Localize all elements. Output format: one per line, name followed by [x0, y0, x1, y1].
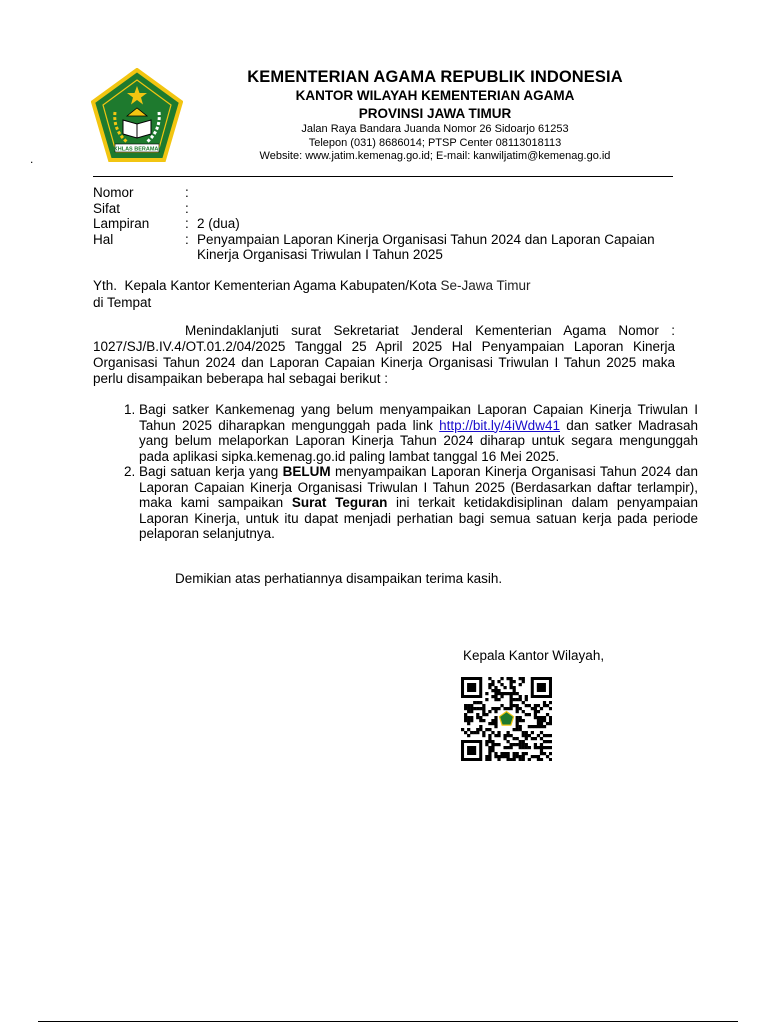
recipient-region: Se-Jawa Timur — [440, 278, 531, 293]
intro-paragraph: Menindaklanjuti surat Sekretariat Jenderal Kementerian Agama Nomor : 1027/SJ/B.IV.4/OT.01.2/04/2025 Tanggal 25 April 2025 Hal Penyampaian Laporan Kinerja Organisasi Tahun 2024 dan Laporan Capaian Kinerja Organisasi Triwulan I Tahun 2025 maka perlu disampaikan beberapa hal sebagai berikut : — [93, 323, 675, 386]
list-item: 2. Bagi satuan kerja yang BELUM menyampaikan Laporan Kinerja Organisasi Tahun 2024 dan Laporan Capaian Kinerja Organisasi Triwulan I Tahun 2025 (Berdasarkan daftar terlampir), maka kami sampaikan Surat Teguran ini terkait ketidakdisiplinan dalam penyampaian Laporan Kinerja, untuk itu dapat menjadi perhatian bagi semua satuan kerja pada periode pelaporan selanjutnya. — [139, 464, 698, 542]
upload-link[interactable]: http://bit.ly/4iWdw41 — [439, 417, 560, 433]
meta-sifat: Sifat : — [93, 200, 189, 216]
province-name: PROVINSI JAWA TIMUR — [358, 106, 512, 121]
margin-mark: . — [30, 152, 34, 166]
footer-divider — [38, 1021, 738, 1022]
signature-qr-code — [461, 677, 552, 761]
meta-nomor: Nomor : — [93, 185, 189, 200]
office-phone: Telepon (031) 8686014; PTSP Center 08113018113 — [308, 136, 562, 149]
office-web: Website: www.jatim.kemenag.go.id; E-mail: kanwiljatim@kemenag.go.id — [259, 150, 611, 162]
instruction-list — [116, 402, 698, 542]
logo-motto: IKHLAS BERAMAL — [112, 146, 162, 153]
signer-title: Kepala Kantor Wilayah, — [463, 648, 605, 663]
emphasis-belum: BELUM — [282, 464, 331, 479]
office-address: Jalan Raya Bandara Juanda Nomor 26 Sidoarjo 61253 — [301, 123, 569, 135]
list-item: 1. Bagi satker Kankemenag yang belum menyampaikan Laporan Capaian Kinerja Triwulan I Tahun 2025 diharapkan mengunggah pada link http://bit.ly/4iWdw41 dan satker Madrasah yang belum melaporkan Laporan Kinerja Tahun 2024 diharap untuk segara mengunggah pada aplikasi sipka.kemenag.go.id paling lambat tanggal 16 Mei 2025. — [139, 402, 698, 464]
recipient-prefix: Yth. — [93, 278, 118, 293]
letterhead-divider — [93, 176, 673, 177]
letter-meta — [93, 185, 683, 263]
meta-lampiran: Lampiran : 2 (dua) — [93, 216, 240, 231]
recipient-name: Kepala Kantor Kementerian Agama Kabupaten/Kota — [124, 278, 437, 293]
kemenag-logo — [91, 68, 183, 164]
emphasis-surat-teguran: Surat Teguran — [291, 495, 388, 510]
recipient-block — [93, 278, 531, 311]
office-name: KANTOR WILAYAH KEMENTERIAN AGAMA — [295, 88, 575, 103]
meta-hal: Hal : Penyampaian Laporan Kinerja Organisasi Tahun 2024 dan Laporan Capaian Kinerja Organisasi Triwulan I Tahun 2025 — [93, 231, 655, 262]
recipient-place: di Tempat — [93, 294, 152, 310]
ministry-name: KEMENTERIAN AGAMA REPUBLIK INDONESIA — [247, 68, 623, 86]
closing-sentence: Demikian atas perhatiannya disampaikan terima kasih. — [175, 571, 503, 586]
letterhead — [195, 67, 675, 164]
